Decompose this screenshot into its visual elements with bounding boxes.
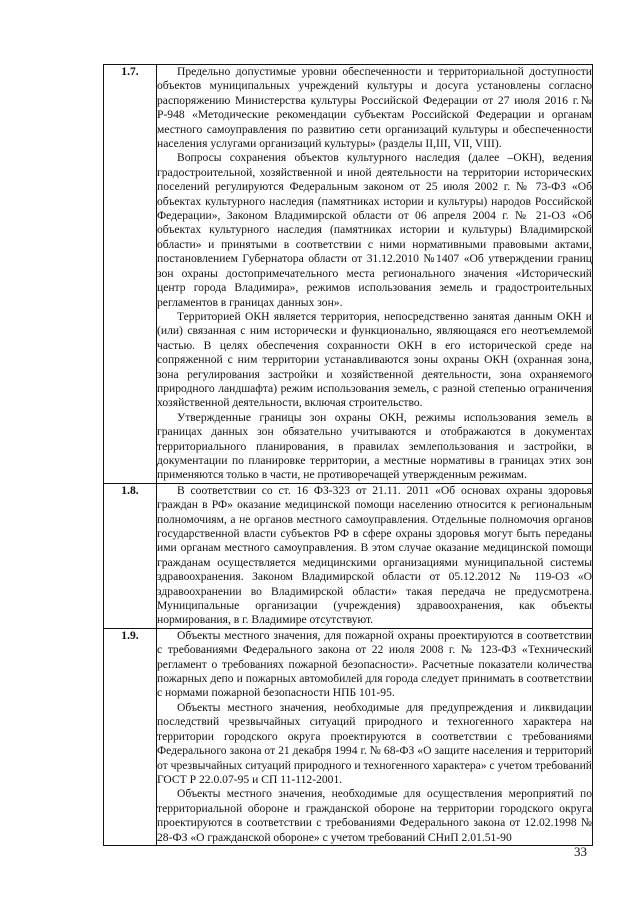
row-number: 1.7. — [104, 65, 157, 484]
regulation-table — [103, 64, 593, 846]
table-row — [104, 483, 593, 628]
paragraph: Территорией ОКН является территория, непосредственно занятая данным ОКН и (или) связанная с ним исторически и функционально, являющаяся его неотъемлемой частью. В целях обеспечения сохранности ОКН в его исторической среде на сопряженной с ним территории устанавливаются зоны охраны ОКН (охранная зона, зона регулирования застройки и хозяйственной деятельности, зона охраняемого природного ландшафта) режим использования земель, с разной степенью ограничения хозяйственной деятельности, включая строительство. — [157, 309, 592, 410]
paragraph: Вопросы сохранения объектов культурного наследия (далее –ОКН), ведения градостроительной, хозяйственной и иной деятельности на территории исторических поселений регулируются Федеральным законом от 25 июля 2002 г. № 73-ФЗ «Об объектах культурного наследия (памятниках истории и культуры) народов Российской Федерации», Законом Владимирской области от 06 апреля 2004 г. № 21-ОЗ «Об объектах культурного наследия (памятниках истории и культуры) Владимирской области» и принятыми в соответствии с ними нормативными правовыми актами, постановлением Губернатора области от 31.12.2010 №1407 «Об утверждении границ зон охраны достопримечательного места регионального значения «Исторический центр города Владимира», режимов использования земель и градостроительных регламентов в границах данных зон». — [157, 151, 592, 309]
paragraph: В соответствии со ст. 16 ФЗ-323 от 21.11. 2011 «Об основах охраны здоровья граждан в РФ» оказание медицинской помощи населению относится к региональным полномочиям, а не органов местного самоуправления. Отдельные полномочия органов государственной власти субъектов РФ в сфере охраны здоровья могут быть переданы ими органам местного самоуправления. В этом случае оказание медицинской помощи гражданам осуществляется медицинскими организациями муниципальной системы здравоохранения. Законом Владимирской области от 05.12.2012 № 119-ОЗ «О здравоохранении во Владимирской области» такая передача не предусмотрена. Муниципальные организации (учреждения) здравоохранения, как объекты нормирования, в г. Владимире отсутствуют. — [157, 483, 592, 627]
paragraph: Объекты местного значения, необходимые для предупреждения и ликвидации последствий чрезвычайных ситуаций природного и техногенного характера на территории городского округа проектируются в соответствии с требованиями Федерального закона от 21 декабря 1994 г. № 68-ФЗ «О защите населения и территорий от чрезвычайных ситуаций природного и техногенного характера» с учетом требований ГОСТ Р 22.0.07-95 и СП 11-112-2001. — [157, 700, 592, 786]
row-text — [157, 483, 593, 628]
row-text — [157, 628, 593, 845]
page-number: 33 — [574, 844, 587, 859]
paragraph: Объекты местного значения, для пожарной охраны проектируются в соответствии с требованиями Федерального закона от 22 июля 2008 г. № 123-ФЗ «Технический регламент о требованиях пожарной безопасности». Расчетные показатели количества пожарных депо и пожарных автомобилей для города следует принимать в соответствии с нормами пожарной безопасности НПБ 101-95. — [157, 628, 592, 700]
paragraph: Предельно допустимые уровни обеспеченности и территориальной доступности объектов муниципальных учреждений культуры и досуга установлены согласно распоряжению Министерства культуры Российской Федерации от 27 июля 2016 г.№ Р-948 «Методические рекомендации субъектам Российской Федерации и органам местного самоуправления по развитию сети организаций культуры и обеспеченности населения услугами организаций культуры» (разделы II,III, VII, VIII). — [157, 65, 592, 151]
paragraph: Объекты местного значения, необходимые для осуществления мероприятий по территориальной обороне и гражданской обороне на территории городского округа проектируются в соответствии с требованиями Федерального закона от 12.02.1998 № 28-ФЗ «О гражданской обороне» с учетом требований СНиП 2.01.51-90 — [157, 787, 592, 844]
row-number: 1.8. — [104, 483, 157, 628]
row-text — [157, 65, 593, 484]
table-row — [104, 65, 593, 484]
row-number: 1.9. — [104, 628, 157, 845]
table-row — [104, 628, 593, 845]
paragraph: Утвержденные границы зон охраны ОКН, режимы использования земель в границах данных зон обязательно учитываются и отображаются в документах территориального планирования, в правилах землепользования и застройки, в документации по планировке территории, а местные нормативы в границах этих зон применяются только в части, не противоречащей утвержденным режимам. — [157, 410, 592, 482]
